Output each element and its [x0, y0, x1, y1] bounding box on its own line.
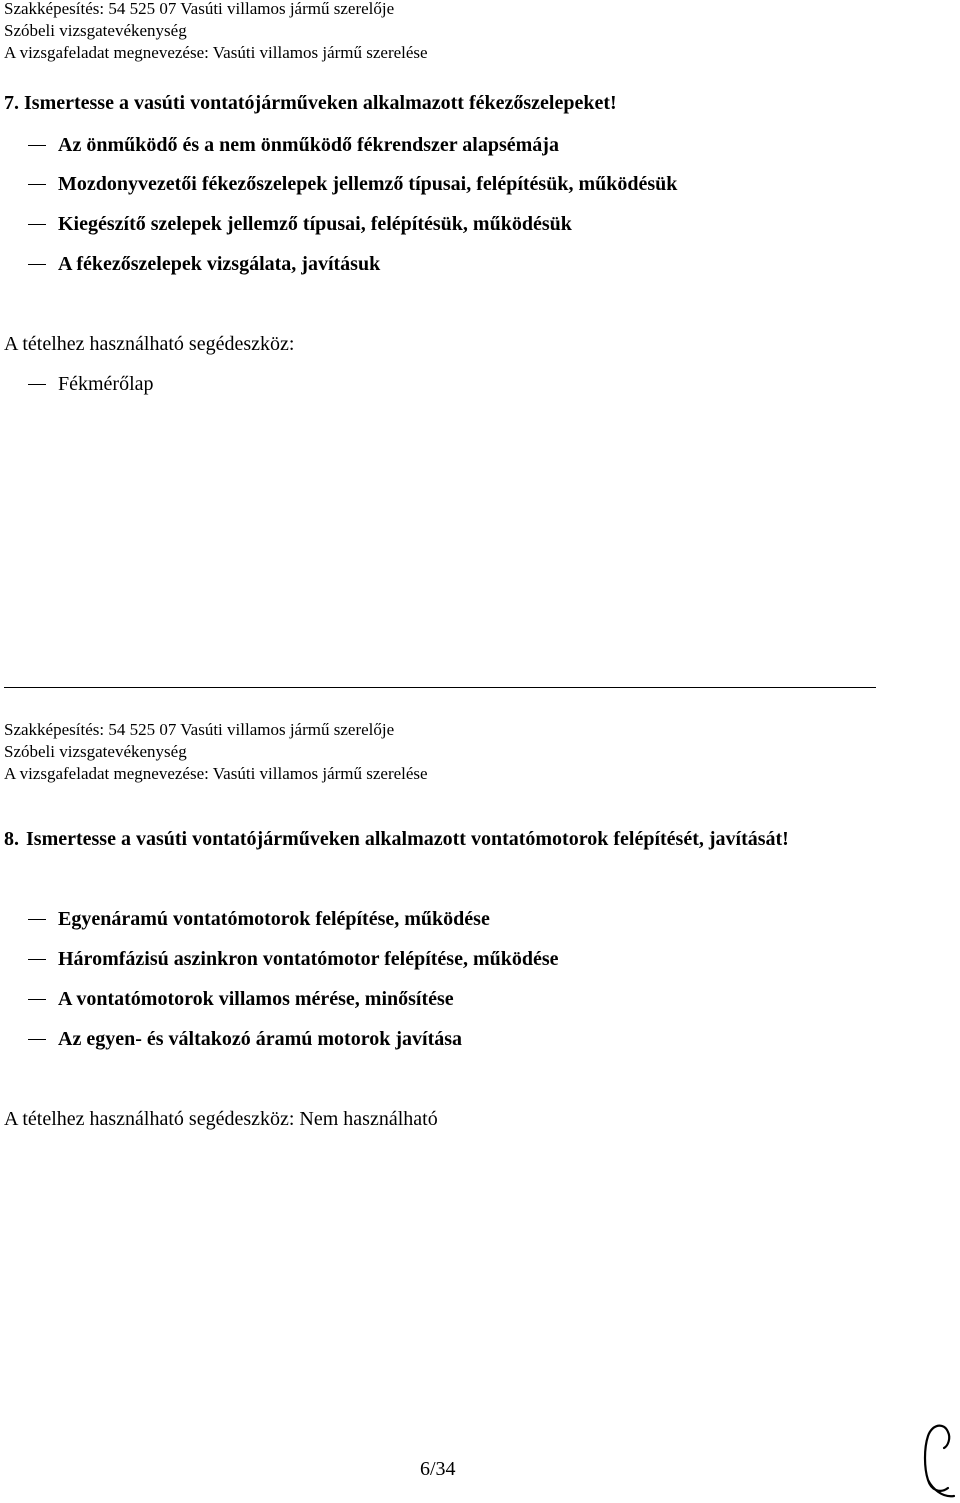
q8-list-item: Az egyen- és váltakozó áramú motorok javítása	[28, 1027, 462, 1051]
q7-list-item: Kiegészítő szelepek jellemző típusai, felépítésük, működésük	[28, 212, 572, 236]
header-qualification: Szakképesítés: 54 525 07 Vasúti villamos jármű szerelője	[4, 720, 395, 739]
q7-list-item: Mozdonyvezetői fékezőszelepek jellemző típusai, felépítésük, működésük	[28, 172, 677, 196]
signature-mark-icon	[918, 1418, 958, 1500]
q7-tool-item: Fékmérőlap	[28, 372, 154, 396]
section-divider	[4, 687, 876, 688]
dash-bullet-icon	[28, 384, 46, 385]
dash-bullet-icon	[28, 264, 46, 265]
question-8-title: 8. Ismertesse a vasúti vontatójárműveken alkalmazott vontatómotorok felépítését, javítását!	[4, 828, 789, 850]
header-task-name: A vizsgafeladat megnevezése: Vasúti villamos jármű szerelése	[4, 764, 428, 783]
page-number: 6/34	[420, 1458, 456, 1480]
question-7-title: 7. Ismertesse a vasúti vontatójárműveken alkalmazott fékezőszelepeket!	[4, 92, 617, 114]
dash-bullet-icon	[28, 184, 46, 185]
header-task-name: A vizsgafeladat megnevezése: Vasúti villamos jármű szerelése	[4, 43, 428, 62]
q7-list-item: Az önműködő és a nem önműködő fékrendszer alapsémája	[28, 133, 559, 157]
q8-list-item: Egyenáramú vontatómotorok felépítése, működése	[28, 907, 490, 931]
q8-list-item: A vontatómotorok villamos mérése, minősítése	[28, 987, 454, 1011]
q7-list-item: A fékezőszelepek vizsgálata, javításuk	[28, 252, 380, 276]
dash-bullet-icon	[28, 224, 46, 225]
header-qualification: Szakképesítés: 54 525 07 Vasúti villamos jármű szerelője	[4, 0, 395, 18]
q8-tool-line: A tételhez használható segédeszköz: Nem használható	[4, 1108, 438, 1130]
dash-bullet-icon	[28, 919, 46, 920]
q7-tool-label: A tételhez használható segédeszköz:	[4, 333, 295, 355]
dash-bullet-icon	[28, 999, 46, 1000]
header-exam-type: Szóbeli vizsgatevékenység	[4, 21, 187, 40]
header-exam-type: Szóbeli vizsgatevékenység	[4, 742, 187, 761]
q8-list-item: Háromfázisú aszinkron vontatómotor felépítése, működése	[28, 947, 559, 971]
dash-bullet-icon	[28, 1039, 46, 1040]
dash-bullet-icon	[28, 145, 46, 146]
dash-bullet-icon	[28, 959, 46, 960]
